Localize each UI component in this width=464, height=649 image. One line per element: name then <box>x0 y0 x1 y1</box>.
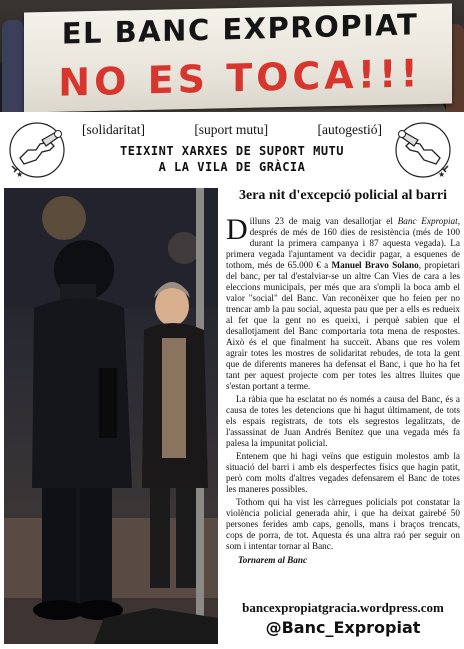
svg-text:★: ★ <box>438 170 446 179</box>
hand-wrench-logo-icon <box>392 120 454 180</box>
article-headline: 3era nit d'excepció policial al barri <box>238 188 448 203</box>
slogan-line-1: TEIXINT XARXES DE SUPORT MUTU <box>119 144 344 158</box>
banner-photo <box>0 0 464 112</box>
drop-cap: D <box>226 213 248 246</box>
article-paragraph: Entenem que hi hagi veïns que estiguin molestos amb la situació del barri i amb els desperfectes físics que hagin patit, però com molts d'altres vegades defensarem el Banc de totes les maneres possibles. <box>226 451 460 494</box>
slogan-line-2: A LA VILA DE GRÀCIA <box>158 160 306 174</box>
protester-figure <box>2 20 24 112</box>
header-strip <box>0 112 464 184</box>
police-scene-illustration <box>4 188 218 644</box>
svg-text:★: ★ <box>16 170 24 179</box>
article-paragraph: Dilluns 23 de maig van desallotjar el Banc Expropiat, després de més de 160 dies de resistència (més de 100 durant la primera campanya i 87 aquesta vegada). La primera vegada l'ajuntament va decidir pagar, a esquenes de tothom, més de 65.000 € a Manuel Bravo Solano, propietari del banc, per tal d'estalviar-se un altre Can Vies de cara a les eleccions municipals, per més que ara s'ompli la boca amb el valor "social" del Banc. Van reconèixer que ho feien per no trencar amb la pau social, aquesta pau que per a ells es redueix al fet que la gent no es queixi, i perquè sabien que el desallotjament del Banc comportaria tota mena de respostes. Això és el que finalment ha succeït. Abans que res volem agrair totes les mostres de solidaritat rebudes, de tota la gent que de diferents maneres ha defensat el Banc, i que ho ha fet tant per aquest projecte com per totes les altres lluites que s'estan portant a terme. <box>226 213 461 391</box>
police-photo <box>4 188 218 644</box>
article-paragraph: La ràbia que ha esclatat no és només a causa del Banc, és a causa de totes les detencions que hi hagut últimament, de tots els espais registrats, de tots els segrestos legalitzats, de l'assassinat de Juan Andrés Benítez que una vegada més fa palesa la impunitat policial. <box>226 394 460 448</box>
tag-autogestio: [autogestió] <box>317 122 382 137</box>
hand-wrench-logo-icon <box>6 120 68 180</box>
twitter-handle[interactable]: @Banc_Expropiat <box>265 618 421 637</box>
article-paragraph: Tothom qui ha vist les càrregues policials pot constatar la violència policial generada ahir, i que ha deixat gairebé 50 persones ferides amb caps, genolls, mans i braços trencats, cops de porra, de tot. Aquesta és una altra raó per seguir on som i intentar tornar al Banc. <box>226 497 460 551</box>
banner-slogan: NO ES TOCA!!! <box>58 51 422 105</box>
article-signature: Tornarem al Banc <box>238 555 308 565</box>
tag-solidaritat: [solidaritat] <box>82 122 145 137</box>
website-url[interactable]: bancexpropiatgracia.wordpress.com <box>242 600 444 615</box>
article <box>226 188 460 565</box>
tag-suport-mutu: [suport mutu] <box>194 122 269 137</box>
banner-title: EL BANC EXPROPIAT <box>61 7 419 51</box>
